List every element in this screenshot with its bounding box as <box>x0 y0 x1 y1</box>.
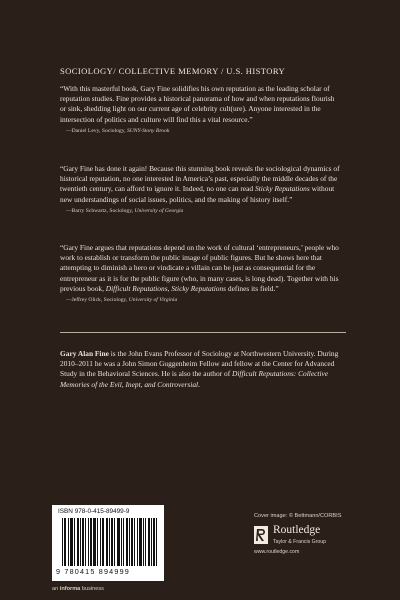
informa-tagline: an informa business <box>52 586 104 592</box>
barcode-digits: 9 780415 894999 <box>56 567 130 576</box>
quote-attribution: —Jeffrey Olick, Sociology, University of Virginia <box>66 297 178 304</box>
quote-text: “Gary Fine argues that reputations depend on the work of cultural ‘entrepreneurs,’ people who work to establish or transform the public image of public figures. But he shows here that attempting to diminish a hero or vindicate a villain can be just as consequential for the entrepreneur as it is for the public figure (who, in many cases, is long dead). Together with his previous book, Difficult Reputations, Sticky Reputations defines its field.” <box>60 243 339 293</box>
cover-credit: Cover image: © Bettmann/CORBIS <box>254 513 342 519</box>
routledge-logo-icon <box>254 526 268 544</box>
book-title: Difficult Reputations: Collective Memories of the Evil, Inept, and Controversial <box>60 369 329 389</box>
quote-text: “Gary Fine has done it again! Because this stunning book reveals the sociological dynamics of historical reputation, no one interested in America’s past, especially the middle decades of the twentieth century, can afford to ignore it. Indeed, no one can read Sticky Reputations without new understandings of social issues, politics, and the making of history itself.” <box>60 164 340 204</box>
author-name: Gary Alan Fine <box>60 349 109 358</box>
quote-attribution: —Daniel Levy, Sociology, SUNY-Stony Brook <box>66 127 170 134</box>
publisher-group: Taylor & Francis Group <box>273 539 327 545</box>
publisher-address: www.routledge.com <box>254 549 300 555</box>
quote-text: “With this masterful book, Gary Fine solidifies his own reputation as the leading scholar of reputation studies. Fine provides a historical panorama of how and when reputations flourish or sink, shedding light on our current age of celebrity cult(ure). Anyone interested in the intersection of politics and culture will find this a vital resource.” <box>60 84 335 124</box>
category-heading: SOCIOLOGY/ COLLECTIVE MEMORY / U.S. HISTORY <box>60 66 286 76</box>
barcode-bars <box>62 518 158 566</box>
endorsement-quote <box>60 164 342 215</box>
author-bio: Gary Alan Fine is the John Evans Professor of Sociology at Northwestern University. During 2010–2011 he was a John Simon Guggenheim Fellow and fellow at the Center for Advanced Study in the Behavioral Sciences. He is also the author of Difficult Reputations: Collective Memories of the Evil, Inept, and Controversial. <box>60 349 339 389</box>
endorsement-quote <box>60 243 342 304</box>
publisher-name: Routledge <box>273 524 321 536</box>
isbn-label: ISBN 978-0-415-89499-9 <box>58 508 130 515</box>
barcode <box>52 505 164 581</box>
quote-attribution: —Barry Schwartz, Sociology, University of Georgia <box>66 207 184 214</box>
endorsement-quote <box>60 84 342 135</box>
divider <box>60 332 346 333</box>
